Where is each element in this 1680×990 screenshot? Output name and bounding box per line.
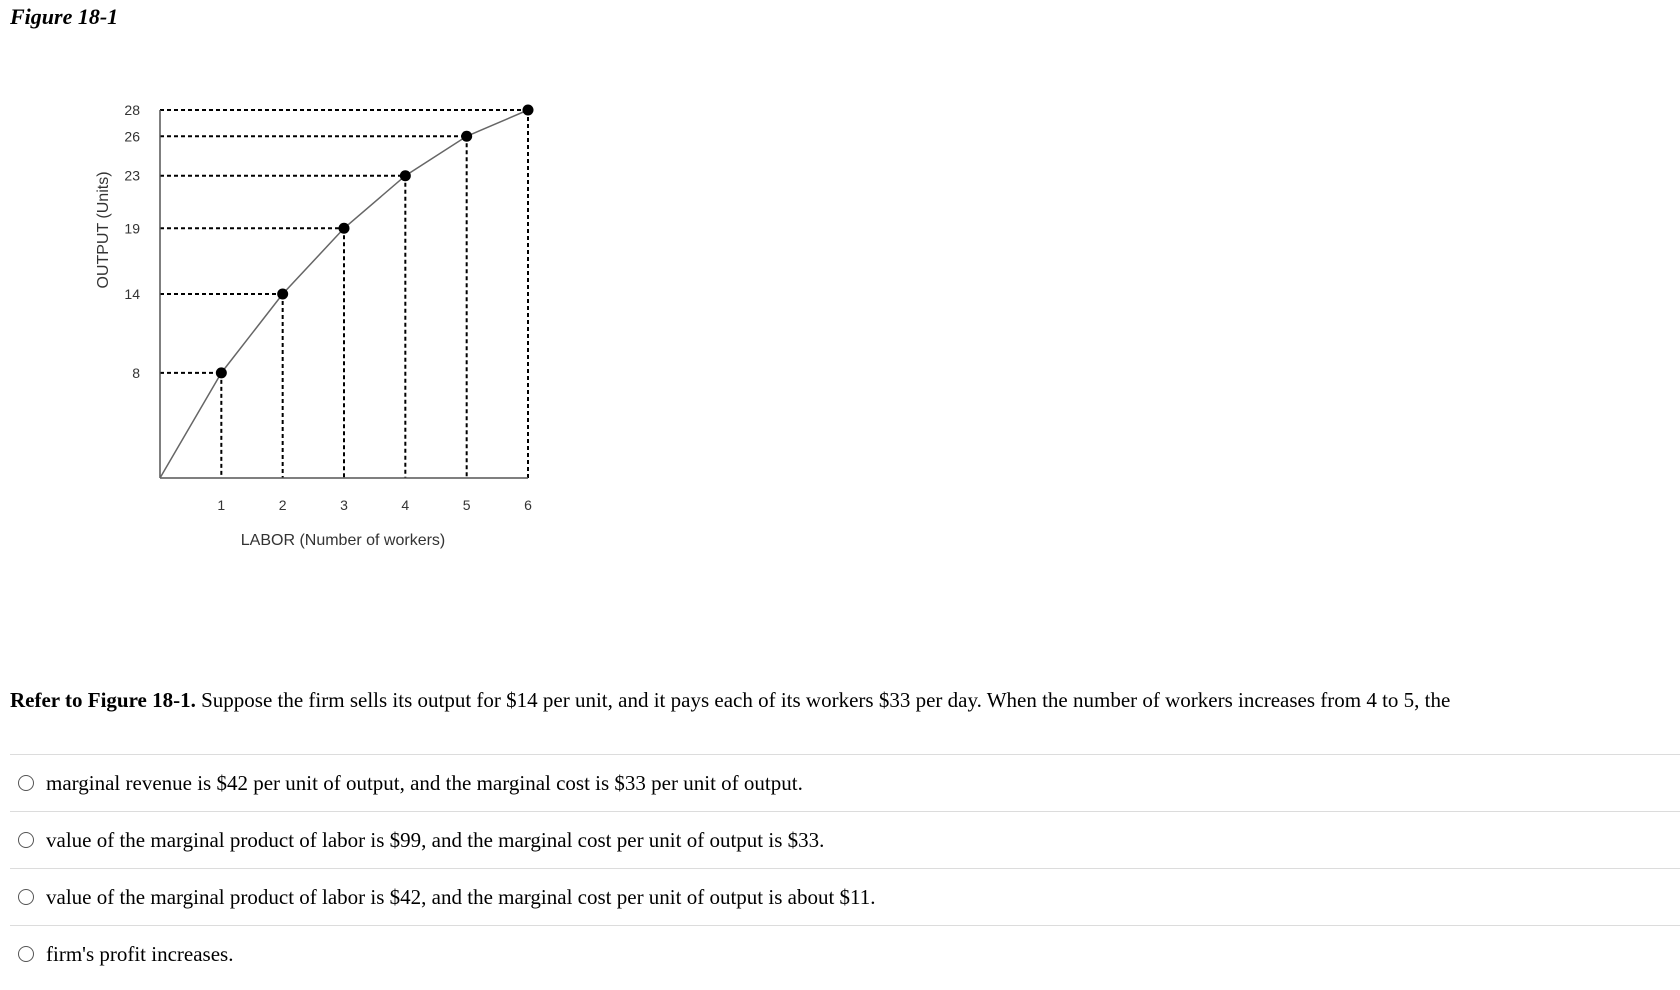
x-tick-label: 6 (524, 497, 532, 513)
answer-option-d[interactable] (10, 925, 1680, 982)
y-tick-label: 8 (132, 364, 140, 381)
y-tick-label: 26 (124, 128, 140, 145)
guide-lines (160, 110, 528, 478)
answer-option-label: firm's profit increases. (46, 941, 234, 966)
data-markers (216, 105, 534, 379)
y-tick-label: 28 (124, 102, 140, 118)
radio-button-icon[interactable] (18, 832, 34, 848)
radio-button-icon[interactable] (18, 775, 34, 791)
question-reference: Refer to Figure 18-1. (10, 688, 196, 712)
answer-option-label: marginal revenue is $42 per unit of output, and the marginal cost is $33 per unit of output. (46, 770, 803, 795)
y-tick-label: 23 (124, 167, 140, 184)
answer-options (10, 754, 1680, 982)
data-point-marker (277, 289, 288, 300)
x-tick-label: 3 (340, 497, 348, 513)
x-tick-labels (217, 497, 532, 513)
answer-option-a[interactable] (10, 754, 1680, 811)
y-tick-labels (124, 102, 140, 381)
x-axis-label: LABOR (Number of workers) (240, 532, 446, 549)
y-axis-label: OUTPUT (Units) (95, 171, 112, 289)
x-tick-label: 5 (462, 497, 471, 513)
y-tick-label: 14 (124, 286, 140, 302)
data-point-marker (461, 131, 472, 142)
radio-button-icon[interactable] (18, 889, 34, 905)
question-text (10, 688, 1450, 713)
data-point-marker (339, 223, 350, 234)
x-tick-label: 1 (217, 497, 226, 513)
figure-title: Figure 18-1 (10, 4, 119, 29)
data-point-marker (523, 105, 534, 116)
y-tick-label: 19 (124, 220, 140, 237)
answer-option-label: value of the marginal product of labor is $42, and the marginal cost per unit of output is about $11. (46, 884, 876, 909)
x-tick-label: 4 (401, 497, 410, 513)
answer-option-label: value of the marginal product of labor is $99, and the marginal cost per unit of output is $33. (46, 827, 825, 852)
answer-option-b[interactable] (10, 811, 1680, 868)
question-body: Suppose the firm sells its output for $14 per unit, and it pays each of its workers $33 per day. When the number of workers increases from 4 to 5, the (195, 688, 1451, 712)
x-tick-label: 2 (278, 497, 287, 513)
answer-option-c[interactable] (10, 868, 1680, 925)
data-point-marker (216, 367, 227, 378)
radio-button-icon[interactable] (18, 946, 34, 962)
production-function-chart (0, 0, 560, 560)
data-point-marker (400, 170, 411, 181)
